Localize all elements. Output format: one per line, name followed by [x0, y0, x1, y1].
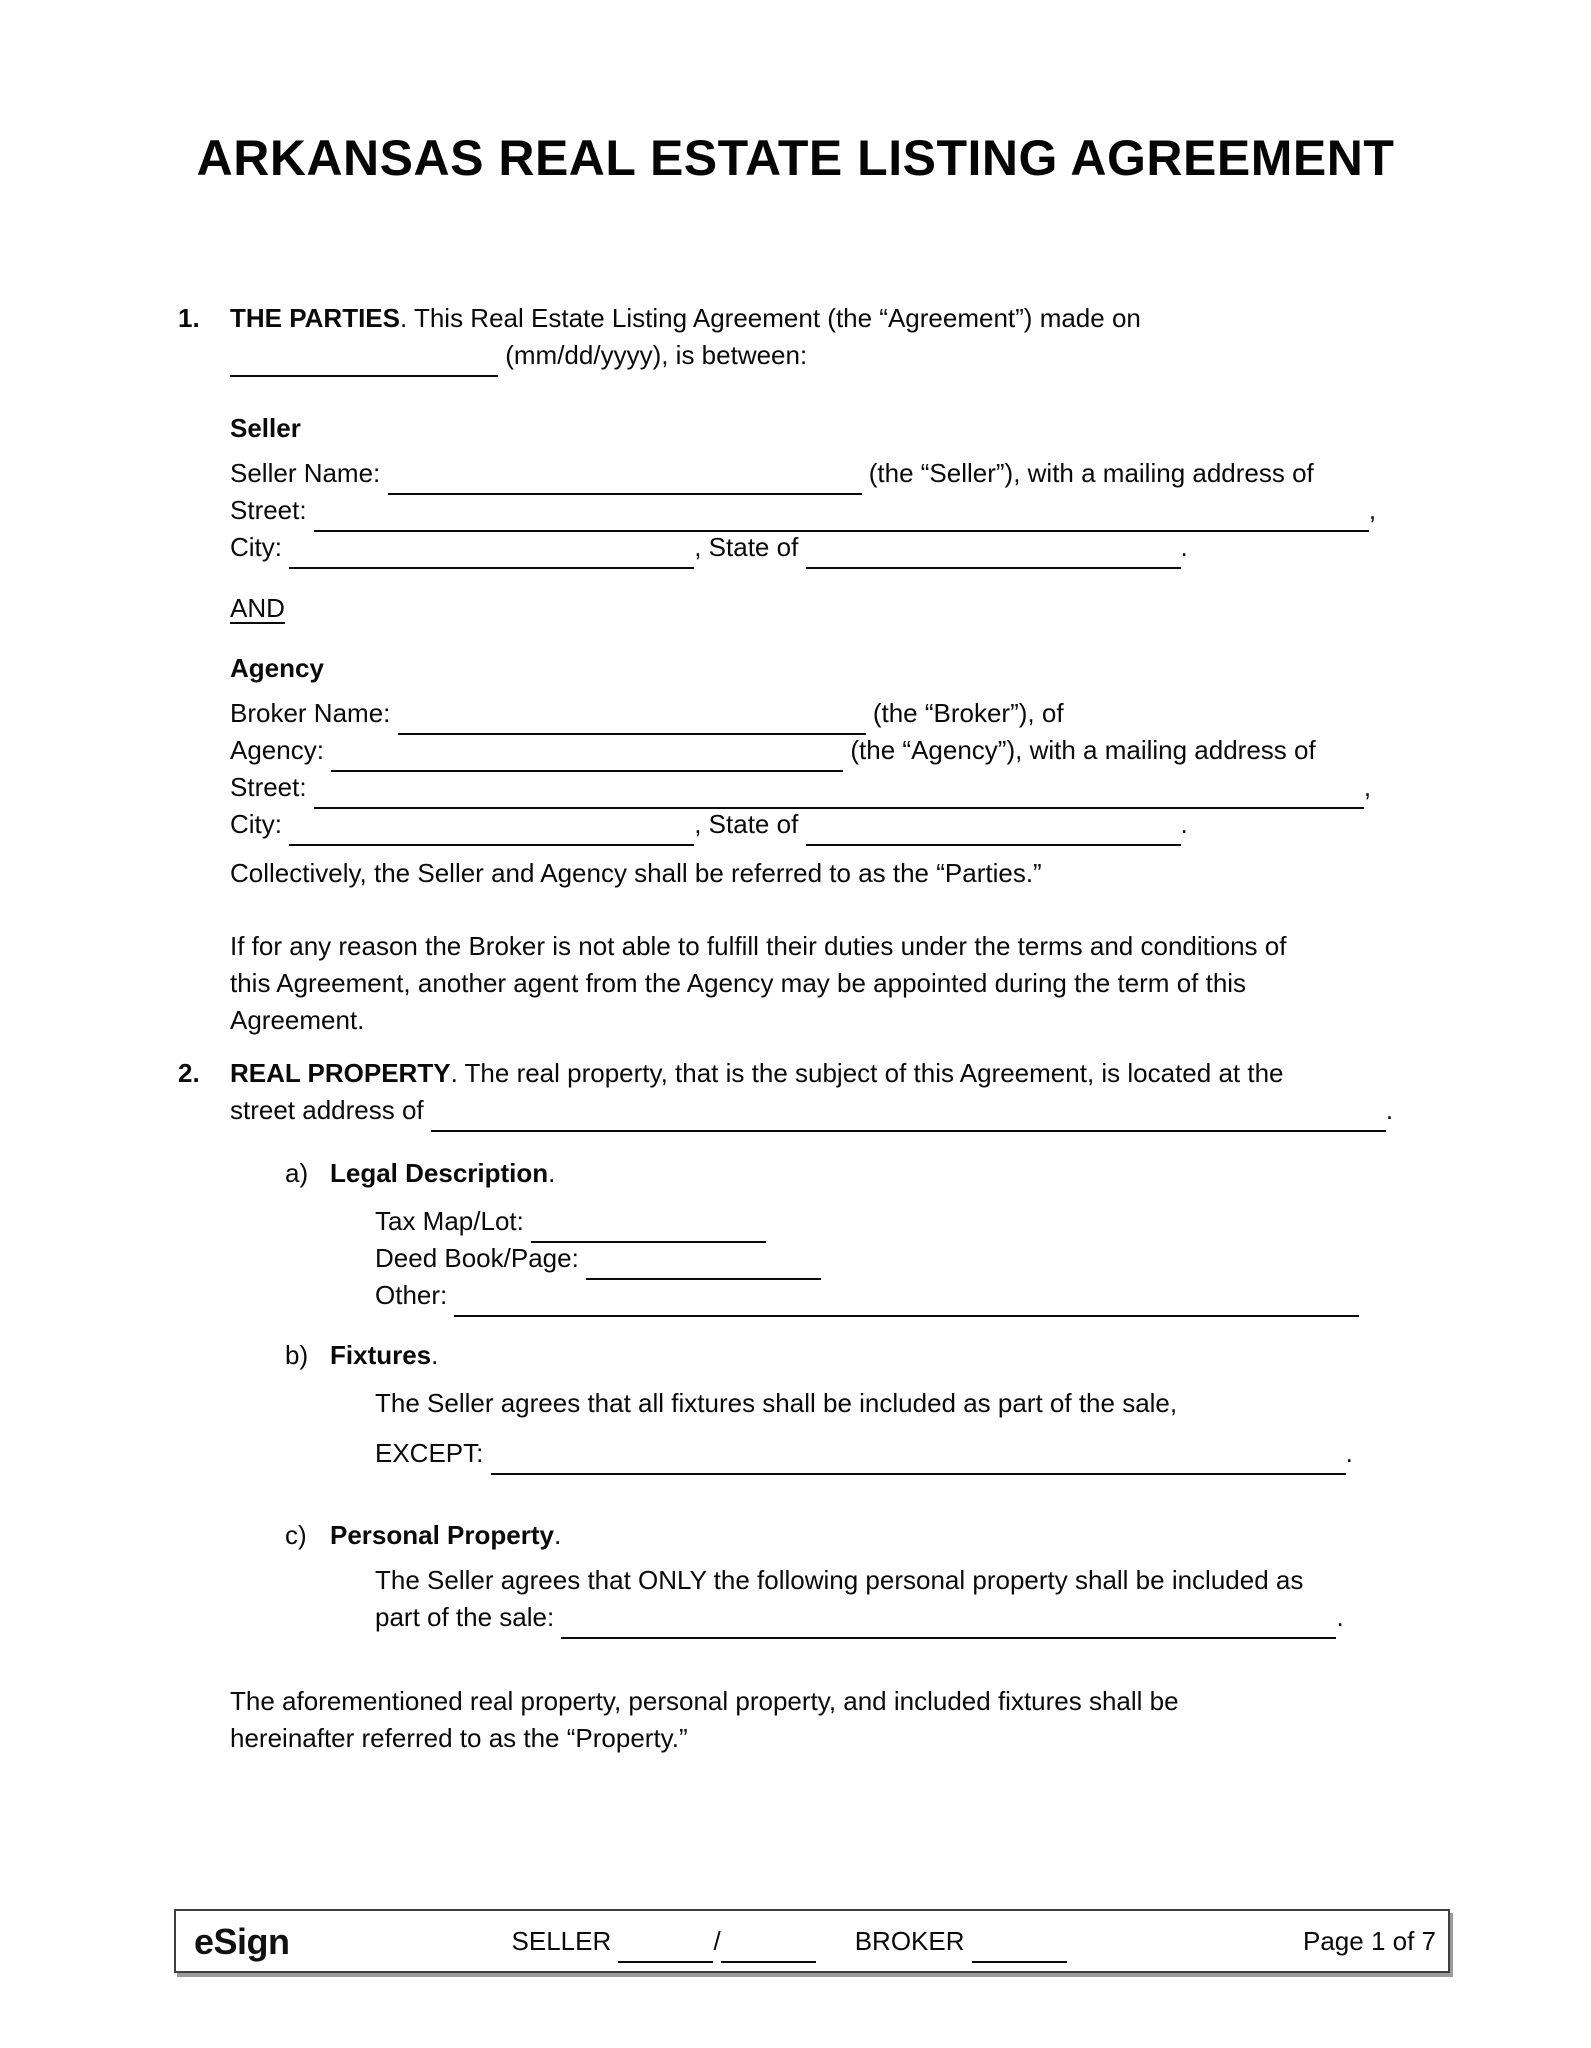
seller-name-blank [388, 471, 862, 495]
legal-description-period: . [548, 1158, 556, 1188]
seller-initial-blank-1 [618, 1941, 713, 1963]
personal-property-heading [330, 1517, 561, 1554]
agency-street-blank [314, 785, 1364, 809]
seller-city-label: City: [230, 532, 290, 562]
footer-slash: / [713, 1925, 721, 1956]
personal-property-body [375, 1562, 1413, 1636]
section-1-intro [178, 300, 1415, 374]
clause-line: this Agreement, another agent from the Agency may be appointed during the term of this [230, 968, 1247, 998]
parties-clause: Collectively, the Seller and Agency shall be referred to as the “Parties.” [230, 858, 1042, 888]
seller-initial-blank-2 [721, 1941, 816, 1963]
clause-line: Agreement. [230, 1005, 365, 1035]
seller-name-line [230, 455, 1415, 492]
section-2-intro-line-1 [230, 1055, 1415, 1092]
date-blank [230, 353, 498, 377]
personal-property-line-1: The Seller agrees that ONLY the following personal property shall be included as [375, 1565, 1304, 1595]
page-number: Page 1 of 7 [1303, 1925, 1436, 1956]
fixtures-period: . [431, 1340, 439, 1370]
agency-name-label: Agency: [230, 735, 332, 765]
agency-city-line [230, 806, 1415, 843]
seller-name-suffix: (the “Seller”), with a mailing address of [861, 458, 1314, 488]
and-label: AND [230, 593, 285, 623]
property-definition-clause [230, 1683, 1415, 1757]
section-1-intro-text-2: (mm/dd/yyyy), is between: [498, 340, 808, 370]
sale-period: . [1336, 1602, 1344, 1632]
seller-fields [230, 455, 1415, 566]
agency-street-comma: , [1363, 772, 1372, 802]
deed-book-label: Deed Book/Page: [375, 1243, 587, 1273]
agency-name-blank [331, 748, 843, 772]
broker-name-line [230, 695, 1415, 732]
page-footer [174, 1909, 1450, 1973]
sale-label: part of the sale: [375, 1602, 562, 1632]
other-label: Other: [375, 1280, 455, 1310]
other-line [375, 1277, 1413, 1314]
legal-description-heading [330, 1155, 555, 1192]
other-blank [454, 1293, 1359, 1317]
footer-seller-label: SELLER [511, 1925, 612, 1956]
section-1-number: 1. [178, 303, 200, 333]
section-2-intro [178, 1055, 1415, 1129]
broker-initial-blank [972, 1941, 1067, 1963]
section-2-intro-text: . The real property, that is the subject of this Agreement, is located at the [450, 1058, 1284, 1088]
tax-map-label: Tax Map/Lot: [375, 1206, 532, 1236]
street-address-period: . [1385, 1095, 1394, 1125]
personal-property-heading-row [285, 1517, 561, 1554]
fixtures-title: Fixtures [330, 1340, 432, 1370]
agency-fields [230, 695, 1415, 843]
except-blank [491, 1451, 1346, 1475]
section-1-intro-line-2 [230, 337, 1415, 374]
agency-heading: Agency [230, 653, 324, 683]
broker-name-label: Broker Name: [230, 698, 398, 728]
closing-line: hereinafter referred to as the “Property.” [230, 1723, 688, 1753]
fixtures-heading [330, 1337, 438, 1374]
sale-blank [561, 1615, 1336, 1639]
item-c-label: c) [285, 1520, 307, 1550]
seller-city-blank [289, 545, 694, 569]
seller-heading: Seller [230, 413, 301, 443]
footer-broker-label: BROKER [854, 1925, 965, 1956]
seller-line-period: . [1180, 532, 1188, 562]
fixtures-body: The Seller agrees that all fixtures shall be included as part of the sale, [375, 1388, 1178, 1418]
closing-line: The aforementioned real property, personal property, and included fixtures shall be [230, 1686, 1179, 1716]
deed-book-line [375, 1240, 1413, 1277]
seller-state-label: , State of [694, 532, 806, 562]
except-label: EXCEPT: [375, 1438, 491, 1468]
agency-line-period: . [1180, 809, 1188, 839]
tax-map-line [375, 1203, 1413, 1240]
agency-street-label: Street: [230, 772, 314, 802]
personal-property-line-2 [375, 1599, 1413, 1636]
seller-street-line [230, 492, 1415, 529]
section-1-intro-line-1 [230, 300, 1415, 337]
agency-state-label: , State of [694, 809, 806, 839]
broker-substitution-clause [230, 928, 1415, 1039]
section-1-heading: THE PARTIES [230, 303, 400, 333]
personal-property-period: . [553, 1520, 562, 1550]
agency-name-suffix: (the “Agency”), with a mailing address of [843, 735, 1316, 765]
fixtures-except-line [375, 1435, 1353, 1472]
seller-city-line [230, 529, 1415, 566]
footer-seller-initials [512, 1923, 816, 1960]
personal-property-title: Personal Property [330, 1520, 554, 1550]
tax-map-blank [531, 1219, 766, 1243]
legal-description-heading-row [285, 1155, 555, 1192]
clause-line: If for any reason the Broker is not able to fulfill their duties under the terms and conditions of [230, 931, 1287, 961]
seller-street-comma: , [1368, 495, 1377, 525]
fixtures-heading-row [285, 1337, 438, 1374]
esign-logo: eSign [194, 1920, 290, 1962]
agency-city-label: City: [230, 809, 290, 839]
street-address-label: street address of [230, 1095, 431, 1125]
item-b-label: b) [285, 1340, 309, 1370]
document-title: ARKANSAS REAL ESTATE LISTING AGREEMENT [196, 130, 1395, 186]
item-a-label: a) [285, 1158, 309, 1188]
agency-city-blank [289, 822, 694, 846]
deed-book-blank [586, 1256, 821, 1280]
legal-description-fields [375, 1203, 1413, 1314]
agency-name-line [230, 732, 1415, 769]
agency-street-line [230, 769, 1415, 806]
footer-broker-initials [855, 1923, 1067, 1960]
seller-street-blank [314, 508, 1369, 532]
broker-name-suffix: (the “Broker”), of [865, 698, 1064, 728]
seller-name-label: Seller Name: [230, 458, 388, 488]
broker-name-blank [398, 711, 866, 735]
legal-description-title: Legal Description [330, 1158, 549, 1188]
section-1-intro-text: . This Real Estate Listing Agreement (the “Agreement”) made on [399, 303, 1141, 333]
section-2-number: 2. [178, 1058, 200, 1088]
street-address-blank [431, 1108, 1386, 1132]
seller-street-label: Street: [230, 495, 314, 525]
except-period: . [1345, 1438, 1353, 1468]
section-2-intro-line-2 [230, 1092, 1415, 1129]
section-2-heading: REAL PROPERTY [230, 1058, 451, 1088]
seller-state-blank [806, 545, 1181, 569]
agency-state-blank [806, 822, 1181, 846]
